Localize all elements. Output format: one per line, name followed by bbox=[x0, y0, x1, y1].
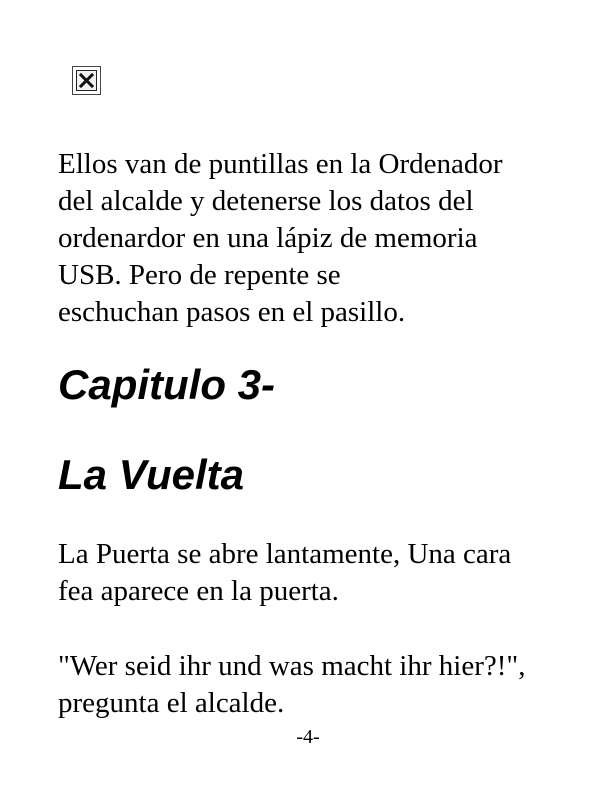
text-line: ordenardor en una lápiz de memoria bbox=[58, 222, 478, 254]
text-line: La Puerta se abre lantamente, Una cara bbox=[58, 538, 512, 570]
paragraph-2 bbox=[58, 536, 511, 610]
text-line: fea aparece en la puerta. bbox=[58, 575, 339, 607]
broken-image-icon bbox=[72, 66, 101, 95]
text-line: USB. Pero de repente se bbox=[58, 259, 341, 291]
paragraph-1 bbox=[58, 146, 503, 331]
text-line: Ellos van de puntillas en la Ordenador bbox=[58, 148, 503, 180]
close-x-icon bbox=[78, 72, 95, 89]
page-number: -4- bbox=[296, 726, 320, 748]
text-line: del alcalde y detenerse los datos del bbox=[58, 185, 474, 217]
text-line: "Wer seid ihr und was macht ihr hier?!", bbox=[58, 650, 526, 682]
text-line: eschuchan pasos en el pasillo. bbox=[58, 296, 406, 328]
chapter-number-heading: Capitulo 3- bbox=[58, 361, 275, 408]
text-line: pregunta el alcalde. bbox=[58, 687, 285, 719]
chapter-title-heading: La Vuelta bbox=[58, 451, 244, 498]
broken-image-frame bbox=[76, 70, 97, 91]
paragraph-3-quote bbox=[58, 648, 525, 722]
